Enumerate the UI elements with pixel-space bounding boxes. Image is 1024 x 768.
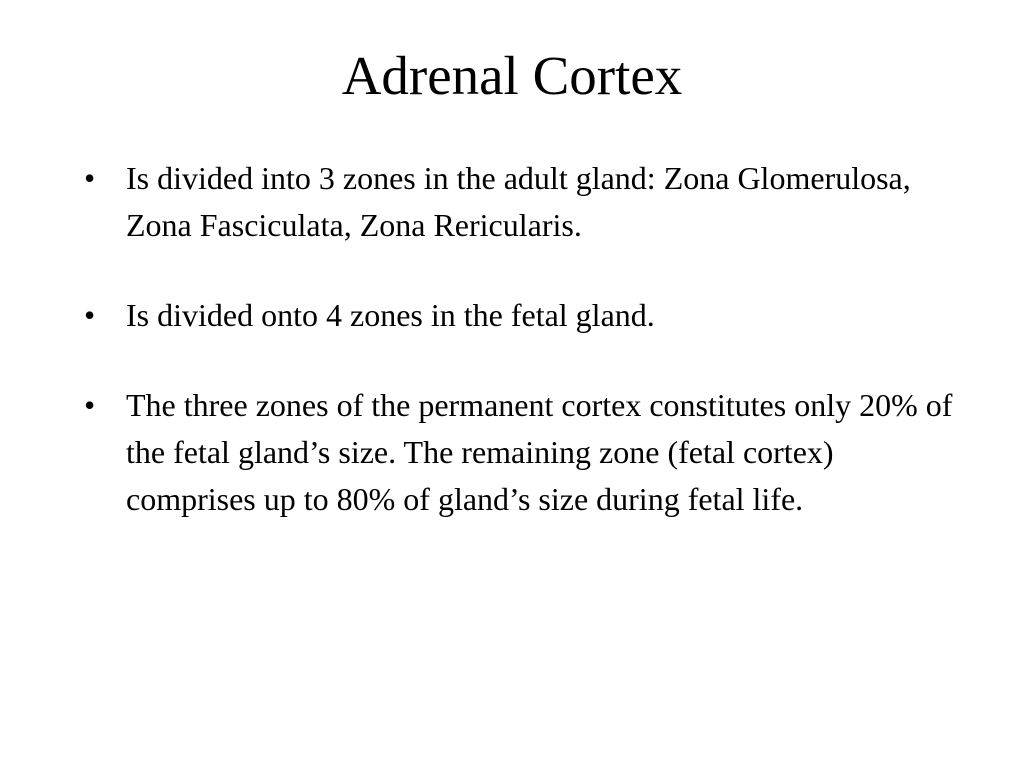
bullet-text: Is divided onto 4 zones in the fetal gland.	[126, 297, 655, 333]
bullet-item-adult-zones	[84, 155, 954, 249]
bullet-icon: •	[84, 297, 96, 333]
bullet-text: Is divided into 3 zones in the adult gland: Zona Glomerulosa, Zona Fasciculata, Zona Rericularis.	[126, 160, 911, 243]
bullet-icon: •	[84, 160, 96, 196]
bullet-icon: •	[84, 387, 96, 423]
bullet-item-fetal-zones	[84, 292, 954, 339]
slide-title: Adrenal Cortex	[341, 45, 683, 106]
bullet-list	[84, 155, 954, 523]
bullet-item-fetal-cortex	[84, 382, 954, 523]
bullet-text: The three zones of the permanent cortex constitutes only 20% of the fetal gland’s size. The remaining zone (fetal cortex) comprises up to 80% of gland’s size during fetal life.	[126, 387, 953, 517]
